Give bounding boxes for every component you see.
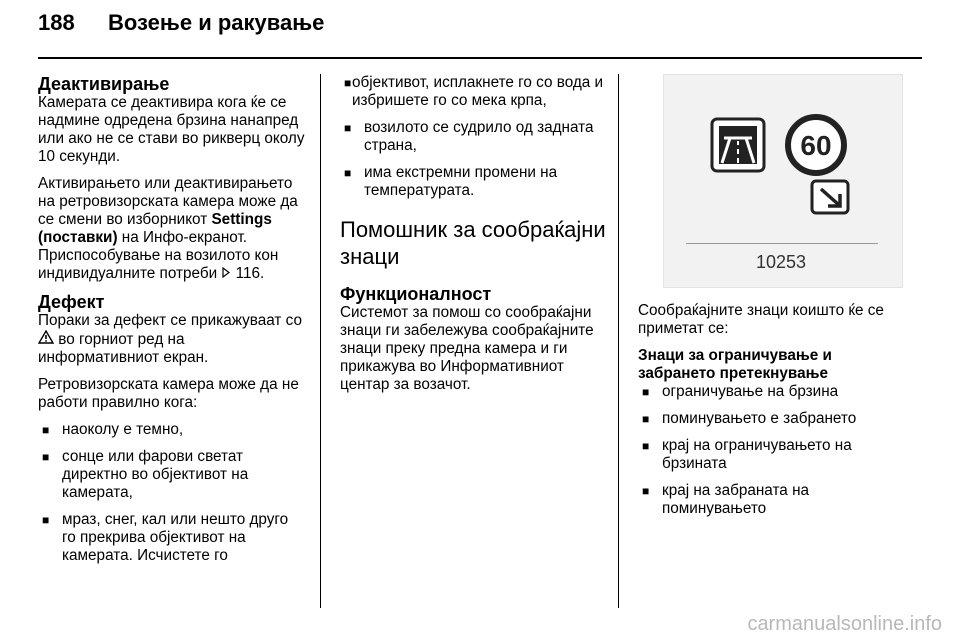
speed-limit-sign-icon [788,117,844,173]
activation-text-b: на Инфо-екранот. Приспособување на возилото кон индивидуалните потреби [38,229,279,282]
not-working-intro: Ретровизорската камера може да не работи правилно кога: [38,376,299,411]
not-working-list [38,421,306,565]
page-ref-link[interactable]: 116. [235,265,265,282]
functionality-text: Системот за помош со сообраќајни знаци ги забележува сообраќајните знаци преку предна камера и ги прикажува во Информативниот центар за возачот. [340,304,594,393]
list-item: ■ крај на забраната на поминувањето [638,482,906,518]
fault-text-b: во горниот ред на информативниот екран. [38,331,209,366]
deactivation-heading: Деактивирање [38,74,170,94]
column-1 [38,74,306,574]
not-working-list-continued [340,74,608,200]
page-header [38,10,324,50]
warning-triangle-icon [38,331,58,348]
figure-rule [686,243,878,244]
list-item: ■ крај на ограничувањето на брзината [638,437,906,473]
functionality-heading: Функционалност [340,284,492,304]
page-ref-icon [221,265,235,282]
column-3 [638,302,906,527]
header-rule [38,57,922,59]
list-item: ■ мраз, снег, кал или нешто друго го прекрива објективот на камерата. Исчистете го [38,511,306,565]
footer-watermark: carmanualsonline.info [747,613,942,635]
list-item: ■ ограничување на брзина [638,383,906,401]
page-title: Возење и ракување [108,10,325,35]
page-number: 188 [38,10,75,35]
motorway-sign-icon [712,119,764,171]
speed-limit-value: 60 [800,130,832,161]
column-2 [340,74,608,403]
column-divider-2 [618,74,619,608]
activation-text-a: Активирањето или деактивирањето на ретровизорската камера може да се смени во изборникот [38,175,298,228]
deactivation-text: Камерата се деактивира кога ќе се надмине одредена брзина нанапред или ако не се стави во рикверц околу 10 секунди. [38,94,305,165]
list-item: ■ поминувањето е забрането [638,410,906,428]
column-divider-1 [320,74,321,608]
list-item: ■ има екстремни промени на температурата. [340,164,608,200]
list-item: ■ наоколу е темно, [38,421,306,439]
list-item: ■ возилото се судрило од задната страна, [340,119,608,155]
fault-text-a: Пораки за дефект се прикажуваат со [38,312,302,329]
arrow-sign-icon [812,181,848,213]
fault-heading: Дефект [38,292,105,312]
signs-subtitle: Знаци за ограничување и забрането претекнување [638,347,832,382]
signs-list [638,383,906,518]
figure-caption: 10253 [755,252,807,272]
signs-intro: Сообраќајните знаци коишто ќе се приметат се: [638,302,884,337]
settings-label: Settings (поставки) [38,211,272,246]
activation-paragraph [38,175,306,283]
list-item: ■ сонце или фарови светат директно во објективот на камерата, [38,448,306,502]
list-item-continued: ■ објективот, исплакнете го со вода и избришете го со мека крпа, [340,74,608,110]
fault-paragraph [38,312,306,367]
traffic-sign-figure [663,74,903,288]
section-heading: Помошник за сообраќајни знаци [340,217,606,269]
